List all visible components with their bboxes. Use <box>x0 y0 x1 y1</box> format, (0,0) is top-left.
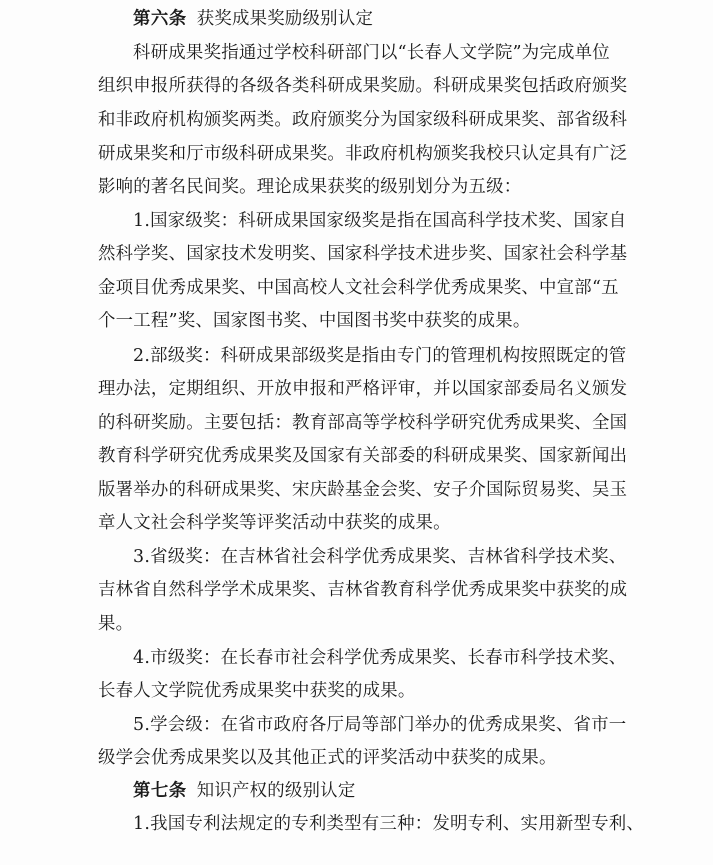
article-6-intro-line: 科研成果奖指通过学校科研部门以“长春人文学院”为完成单位 <box>133 43 610 63</box>
article-6-heading <box>133 7 643 31</box>
article-7-item-1-line: 1.我国专利法规定的专利类型有三种：发明专利、实用新型专利、 <box>133 814 645 834</box>
item-2-line: 的科研奖励。主要包括：教育部高等学校科学研究优秀成果奖、全国 <box>98 413 628 433</box>
item-1-line: 金项目优秀成果奖、中国高校人文社会科学优秀成果奖、中宣部“五 <box>98 278 619 298</box>
article-6-number: 第六条 <box>133 9 187 29</box>
article-7-number: 第七条 <box>133 781 187 801</box>
item-5-line: 级学会优秀成果奖以及其他正式的评奖活动中获奖的成果。 <box>98 748 557 768</box>
item-3-line: 吉林省自然科学学术成果奖、吉林省教育科学优秀成果奖中获奖的成 <box>98 580 628 600</box>
article-6-intro-line: 研成果奖和厅市级科研成果奖。非政府机构颁奖我校只认定具有广泛 <box>98 144 628 164</box>
article-6-intro-line: 和非政府机构颁奖两类。政府颁奖分为国家级科研成果奖、部省级科 <box>98 110 628 130</box>
item-3-line: 果。 <box>98 614 134 634</box>
item-1-line: 1.国家级奖：科研成果国家级奖是指在国高科学技术奖、国家自 <box>133 211 627 231</box>
item-5-line: 5.学会级：在省市政府各厅局等部门举办的优秀成果奖、省市一 <box>133 715 627 735</box>
item-2-line: 2.部级奖：科研成果部级奖是指由专门的管理机构按照既定的管 <box>133 346 627 366</box>
item-2-line: 理办法，定期组织、开放申报和严格评审，并以国家部委局名义颁发 <box>98 379 628 399</box>
article-6-intro-line: 组织申报所获得的各级各类科研成果奖励。科研成果奖包括政府颁奖 <box>98 76 628 96</box>
item-2-line: 章人文社会科学奖等评奖活动中获奖的成果。 <box>98 513 451 533</box>
item-2-line: 教育科学研究优秀成果奖及国家有关部委的科研成果奖、国家新闻出 <box>98 446 628 466</box>
item-1-line: 个一工程”奖、国家图书奖、中国图书奖中获奖的成果。 <box>98 311 531 331</box>
item-2-line: 版署举办的科研成果奖、宋庆龄基金会奖、安子介国际贸易奖、吴玉 <box>98 480 628 500</box>
item-4-line: 长春人文学院优秀成果奖中获奖的成果。 <box>98 681 416 701</box>
item-1-line: 然科学奖、国家技术发明奖、国家科学技术进步奖、国家社会科学基 <box>98 244 628 264</box>
article-7-title: 知识产权的级别认定 <box>196 781 356 801</box>
article-6-title: 获奖成果奖励级别认定 <box>196 9 374 29</box>
article-6-intro-line: 影响的著名民间奖。理论成果获奖的级别划分为五级： <box>98 177 522 197</box>
article-7-heading <box>133 779 643 803</box>
item-4-line: 4.市级奖：在长春市社会科学优秀成果奖、长春市科学技术奖、 <box>133 648 627 668</box>
item-3-line: 3.省级奖：在吉林省社会科学优秀成果奖、吉林省科学技术奖、 <box>133 547 627 567</box>
